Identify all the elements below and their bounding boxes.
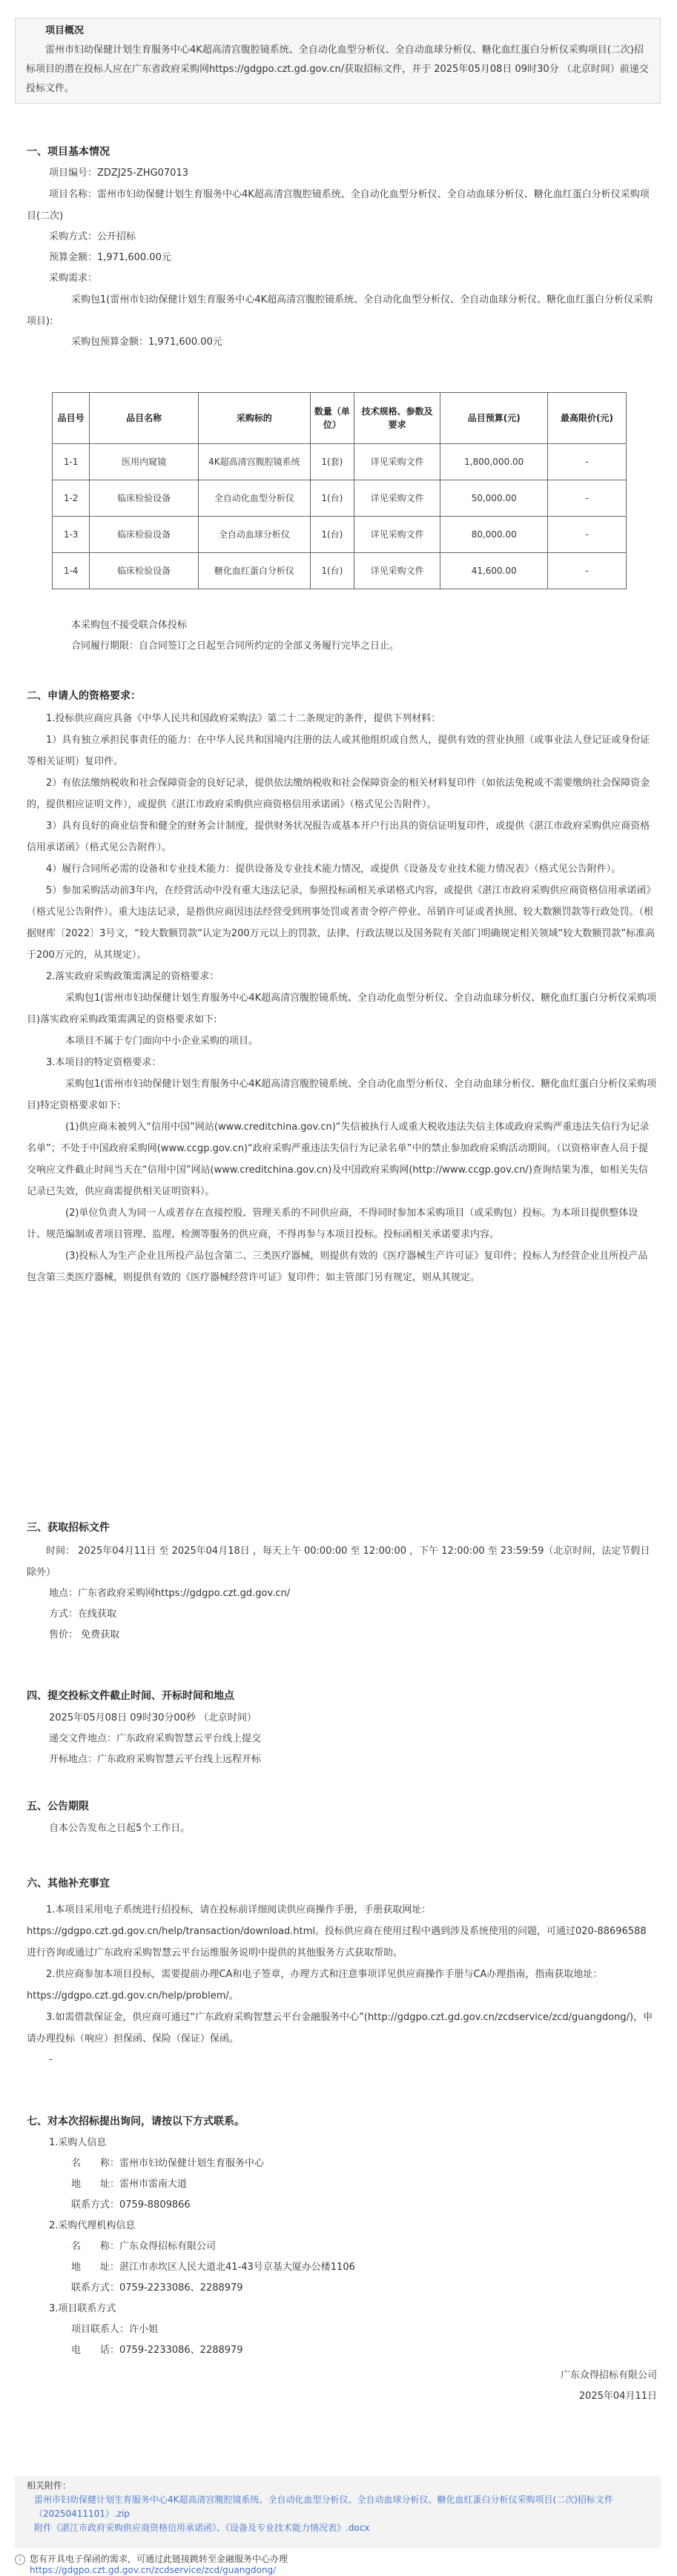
- qual-item-1-1: 1）具有独立承担民事责任的能力：在中华人民共和国境内注册的法人或其他组织或自然人，提供有效的营业执照（或事业法人登记证或身份证等相关证明）复印件。: [27, 735, 650, 767]
- qual-item-2: 2.落实政府采购政策需满足的资格要求：: [46, 971, 219, 982]
- buyer-address: 地 址：雷州市雷南大道: [71, 2179, 188, 2190]
- table-cell: 1(套): [310, 444, 354, 480]
- agent-name: 名 称：广东众得招标有限公司: [71, 2241, 217, 2252]
- opening-place: 开标地点：广东政府采购智慧云平台线上远程开标: [49, 1754, 262, 1765]
- table-cell: 1-3: [53, 517, 90, 553]
- agent-tel: 联系方式：0759-2233086、2288979: [71, 2282, 243, 2294]
- finance-center-link[interactable]: https://gdgpo.czt.gd.gov.cn/zcdservice/zcd/guangdong/: [30, 2565, 277, 2575]
- buyer-name: 名 称：雷州市妇幼保健计划生育服务中心: [71, 2158, 265, 2169]
- other-item-3: 3.如需借款保证金，供应商可通过“广东政府采购智慧云平台金融服务中心”(http://gdgpo.czt.gd.gov.cn/zcdservice/zcd/guangdong/)，申请办理投标（响应）担保函、保险（保证）保函。: [27, 2012, 653, 2044]
- other-item-2: 2.供应商参加本项目投标，需要提前办理CA和电子签章，办理方式和注意事项详见供应商操作手册与CA办理指南，指南获取地址：https://gdgpo.czt.gd.gov.cn/help/problem/。: [27, 1969, 603, 2001]
- qual-item-1: 1.投标供应商应具备《中华人民共和国政府采购法》第二十二条规定的条件，提供下列材料：: [46, 713, 441, 724]
- agent-title: 2.采购代理机构信息: [49, 2220, 136, 2231]
- table-header-row: [53, 393, 627, 444]
- announcement-period: 自本公告发布之日起5个工作日。: [49, 1823, 191, 1834]
- obtain-docs-block: [27, 1540, 657, 1646]
- e-guarantee-notice: [15, 2554, 661, 2576]
- agent-address: 地 址：湛江市赤坎区人民大道北41-43号京基大厦办公楼1106: [71, 2262, 355, 2273]
- qual-item-2-2: 本项目不属于专门面向中小企业采购的项目。: [65, 1036, 259, 1047]
- qual-item-1-2: 2）有依法缴纳税收和社会保障资金的良好记录，提供依法缴纳税收和社会保障资金的相关材料复印件（如依法免税或不需要缴纳社会保障资金的，提供相应证明文件），或提供《湛江市政府采购供应商资格信用承诺函》（格式见公告附件）。: [27, 778, 650, 810]
- qual-item-1-3: 3）具有良好的商业信誉和健全的财务会计制度，提供财务状况报告或基本开户行出具的资信证明复印件，或提供《湛江市政府采购供应商资格信用承诺函》（格式见公告附件）。: [27, 821, 650, 853]
- section-heading-other: 六、其他补充事宜: [27, 1878, 110, 1890]
- col-header: 最高限价(元): [547, 393, 626, 444]
- deadline-block: [27, 1708, 657, 1770]
- project-number: 项目编号：ZDZJ25-ZHG07013: [49, 168, 188, 179]
- col-header: 采购标的: [198, 393, 310, 444]
- table-cell: 1-4: [53, 553, 90, 589]
- qualification-block: [27, 708, 657, 1288]
- obtain-price: 售价： 免费获取: [49, 1629, 120, 1640]
- attachment-link-forms[interactable]: 附件《湛江市政府采购供应商资格信用承诺函》、《设备及专业技术能力情况表》.docx: [34, 2523, 370, 2533]
- qual-item-3-2: (1)供应商未被列入“信用中国”网站(www.creditchina.gov.cn)“失信被执行人或重大税收违法失信主体或政府采购严重违法失信行为记录名单”；不处于中国政府采购网(www.ccgp.gov.cn)“政府采购严重违法失信行为记录名单”中的禁止参加政府采购活动期间。（以资格审查人员于提交响应文件截止时间当天在“信用中国”网站(www.creditchina.gov.cn)及中国政府采购网(http://www.ccgp.gov.cn/)查询结果为准，如相关失信记录已失效，供应商需提供相关证明资料）。: [27, 1122, 650, 1197]
- other-item-1: 1.本项目采用电子系统进行招投标，请在投标前详细阅读供应商操作手册，手册获取网址：https://gdgpo.czt.gd.gov.cn/help/transaction/download.html。投标供应商在使用过程中遇到涉及系统使用的问题，可通过020-88696588 进行咨询或通过广东政府采购智慧云平台运维服务说明中提供的其他服务方式获取帮助。: [27, 1904, 647, 1959]
- table-cell: 80,000.00: [440, 517, 548, 553]
- table-cell: 1,800,000.00: [440, 444, 548, 480]
- package-budget: 采购包预算金额：1,971,600.00元: [71, 337, 222, 348]
- other-dash: -: [49, 2054, 53, 2065]
- contract-period: 合同履行期限：自合同签订之日起至合同所约定的全部义务履行完毕之日止。: [71, 640, 400, 652]
- signature-company: 广东众得招标有限公司: [560, 2370, 657, 2381]
- attachment-link-tender-docs[interactable]: 雷州市妇幼保健计划生育服务中心4K超高清宫腹腔镜系统、全自动化血型分析仪、全自动血球分析仪、糖化血红蛋白分析仪采购项目(二次)招标文件（20250411101）.zip: [34, 2494, 613, 2519]
- col-header: 品目名称: [90, 393, 199, 444]
- obtain-time: 时间： 2025年04月11日 至 2025年04月18日 ，每天上午 00:00:00 至 12:00:00 ，下午 12:00:00 至 23:59:59（北京时间，法定节假日除外）: [27, 1546, 650, 1578]
- col-header: 品目预算(元): [440, 393, 548, 444]
- table-cell: 详见采购文件: [354, 553, 440, 589]
- section-heading-obtain-docs: 三、获取招标文件: [27, 1522, 110, 1534]
- table-cell: 详见采购文件: [354, 480, 440, 517]
- table-cell: 糖化血红蛋白分析仪: [198, 553, 310, 589]
- table-cell: -: [547, 480, 626, 517]
- summary-box: [15, 18, 661, 104]
- signature-date: 2025年04月11日: [578, 2391, 657, 2402]
- qual-item-3: 3.本项目的特定资格要求：: [46, 1057, 162, 1068]
- section-heading-period: 五、公告期限: [27, 1801, 89, 1812]
- table-row: [53, 480, 627, 517]
- table-cell: 4K超高清宫腹腔镜系统: [198, 444, 310, 480]
- submit-place: 递交文件地点：广东政府采购智慧云平台线上提交: [49, 1733, 262, 1744]
- qual-item-3-3: (2)单位负责人为同一人或者存在直接控股、管理关系的不同供应商，不得同时参加本采购项目（或采购包）投标。为本项目提供整体设计、规范编制或者项目管理、监理、检测等服务的供应商，不得再参与本项目投标。投标函相关承诺要求内容。: [27, 1208, 638, 1240]
- attachments-box: [15, 2476, 661, 2549]
- package-notes: [27, 615, 657, 657]
- summary-body: 雷州市妇幼保健计划生育服务中心4K超高清宫腹腔镜系统、全自动化血型分析仪、全自动血球分析仪、糖化血红蛋白分析仪采购项目(二次)招标项目的潜在投标人应在广东省政府采购网https://gdgpo.czt.gd.gov.cn/获取招标文件，并于 2025年05月08日 09时30分 （北京时间）前递交投标文件。: [26, 44, 649, 94]
- table-cell: 详见采购文件: [354, 517, 440, 553]
- table-cell: 41,600.00: [440, 553, 548, 589]
- project-name: 项目名称：雷州市妇幼保健计划生育服务中心4K超高清宫腹腔镜系统、全自动化血型分析仪、全自动血球分析仪、糖化血红蛋白分析仪采购项目(二次): [27, 189, 650, 222]
- deadline-time: 2025年05月08日 09时30分00秒 （北京时间）: [49, 1712, 257, 1724]
- procurement-method: 采购方式：公开招标: [49, 231, 136, 242]
- table-cell: -: [547, 517, 626, 553]
- notice-text: 您有开具电子保函的需求，可通过此链接跳转至金融服务中心办理: [30, 2554, 288, 2564]
- obtain-way: 方式：在线获取: [49, 1609, 117, 1620]
- table-cell: 临床检验设备: [90, 553, 199, 589]
- info-icon: i: [15, 2555, 25, 2565]
- contact-tel: 电 话：0759-2233086、2288979: [71, 2345, 243, 2356]
- table-cell: 1-1: [53, 444, 90, 480]
- other-block: [27, 1899, 657, 2070]
- table-cell: 全自动血球分析仪: [198, 517, 310, 553]
- contact-block: [27, 2133, 657, 2407]
- col-header: 技术规格、参数及要求: [354, 393, 440, 444]
- section-heading-qualification: 二、申请人的资格要求：: [27, 690, 141, 702]
- table-row: [53, 517, 627, 553]
- table-cell: 1(台): [310, 553, 354, 589]
- section-heading-basic-info: 一、项目基本情况: [27, 146, 110, 158]
- table-cell: 1(台): [310, 480, 354, 517]
- basic-info-block: [27, 163, 657, 353]
- buyer-tel: 联系方式：0759-8809866: [71, 2199, 191, 2211]
- qual-item-1-4: 4）履行合同所必需的设备和专业技术能力：提供设备及专业技术能力情况，或提供《设备及专业技术能力情况表》（格式见公告附件）。: [46, 864, 621, 875]
- obtain-place: 地点：广东省政府采购网https://gdgpo.czt.gd.gov.cn/: [49, 1588, 291, 1599]
- summary-title: 项目概况: [45, 25, 85, 36]
- table-cell: 全自动化血型分析仪: [198, 480, 310, 517]
- table-cell: 医用内窥镜: [90, 444, 199, 480]
- table-cell: 临床检验设备: [90, 517, 199, 553]
- section-heading-deadline: 四、提交投标文件截止时间、开标时间和地点: [27, 1690, 234, 1702]
- col-header: 品目号: [53, 393, 90, 444]
- table-cell: 50,000.00: [440, 480, 548, 517]
- col-header: 数量（单位）: [310, 393, 354, 444]
- period-block: [27, 1818, 657, 1839]
- table-row: [53, 553, 627, 589]
- qual-item-2-1: 采购包1(雷州市妇幼保健计划生育服务中心4K超高清宫腹腔镜系统、全自动化血型分析仪、全自动血球分析仪、糖化血红蛋白分析仪采购项目)落实政府采购政策需满足的资格要求如下:: [27, 993, 657, 1025]
- budget-amount: 预算金额：1,971,600.00元: [49, 252, 171, 263]
- procurement-needs: 采购需求：: [49, 273, 98, 284]
- table-row: [53, 444, 627, 480]
- contact-name: 项目联系人：许小姐: [71, 2324, 159, 2335]
- qual-item-3-4: (3)投标人为生产企业且所投产品包含第二、三类医疗器械，则提供有效的《医疗器械生产许可证》复印件；投标人为经营企业且所投产品包含第三类医疗器械，则提供有效的《医疗器械经营许可证》复印件；如主管部门另有规定，则从其规定。: [27, 1251, 648, 1283]
- table-cell: 1-2: [53, 480, 90, 517]
- attachments-label: 相关附件：: [27, 2480, 72, 2491]
- section-heading-contact: 七、对本次招标提出询问，请按以下方式联系。: [27, 2116, 245, 2128]
- contact-title: 3.项目联系方式: [49, 2303, 116, 2314]
- table-cell: 临床检验设备: [90, 480, 199, 517]
- buyer-title: 1.采购人信息: [49, 2137, 107, 2148]
- requirements-table: [52, 392, 627, 589]
- table-cell: 1(台): [310, 517, 354, 553]
- qual-item-3-1: 采购包1(雷州市妇幼保健计划生育服务中心4K超高清宫腹腔镜系统、全自动化血型分析仪、全自动血球分析仪、糖化血红蛋白分析仪采购项目)特定资格要求如下:: [27, 1079, 657, 1111]
- package-title: 采购包1(雷州市妇幼保健计划生育服务中心4K超高清宫腹腔镜系统、全自动化血型分析仪、全自动血球分析仪、糖化血红蛋白分析仪采购项目):: [27, 294, 653, 327]
- qual-item-1-5: 5）参加采购活动前3年内，在经营活动中没有重大违法记录，参照投标函相关承诺格式内容，或提供《湛江市政府采购供应商资格信用承诺函》（格式见公告附件）。重大违法记录，是指供应商因违法经营受到刑事处罚或者责令停产停业、吊销许可证或者执照、较大数额罚款等行政处罚。（根据财库〔2022〕3号文，“较大数额罚款”认定为200万元以上的罚款，法律、行政法规以及国务院有关部门明确规定相关领域“较大数额罚款”标准高于200万元的，从其规定）。: [27, 885, 656, 961]
- table-cell: 详见采购文件: [354, 444, 440, 480]
- no-consortium-note: 本采购包不接受联合体投标: [71, 620, 188, 631]
- table-cell: -: [547, 553, 626, 589]
- table-cell: -: [547, 444, 626, 480]
